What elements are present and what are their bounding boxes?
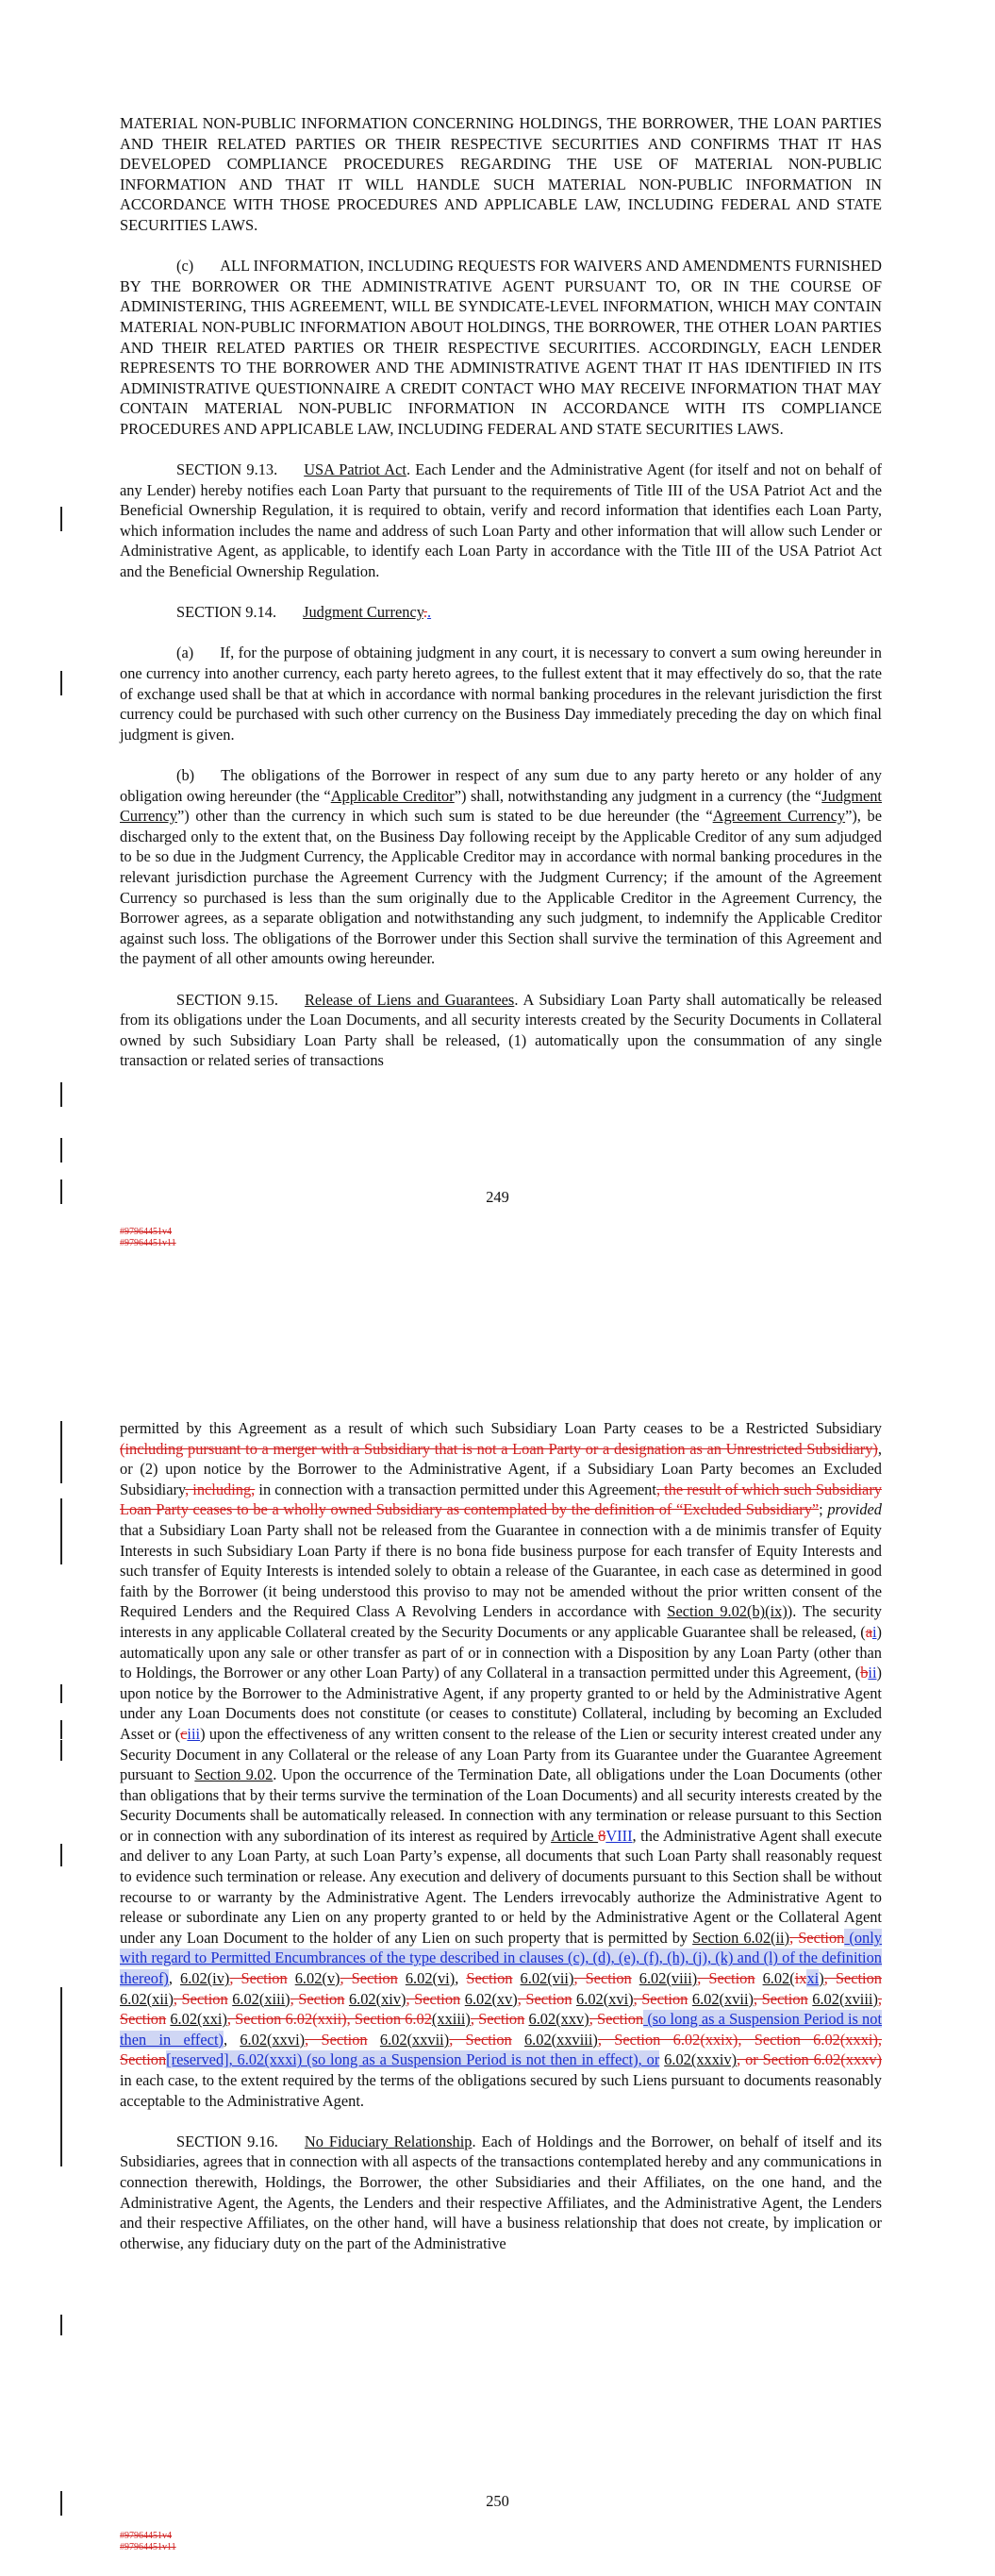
deleted-text: . xyxy=(423,603,427,622)
section-title: Judgment Currency xyxy=(303,603,423,622)
defined-term: Applicable Creditor xyxy=(330,786,455,805)
section-reference: 6.02(xxv) xyxy=(528,2010,589,2029)
change-bar xyxy=(60,1082,62,1107)
deleted-text: , Section xyxy=(753,1989,808,2008)
inserted-text: i xyxy=(871,1622,877,1641)
body-text: , the Administrative Agent shall execute and deliver to any Loan Party, at such Loan Party’s expense, all documents that such Loan Party shall reasonably request to evidence such termination or release. Any execution and delivery of documents pursuant to this Section shall be without recourse to or warranty by the Administrative Agent. The Lenders irrevocably authorize the Administrative Agent to release or subordinate any Lien on any property granted to or held by the Administrative Agent or the Collateral Agent under any Loan Document to the holder of any Lien on such property that is permitted by xyxy=(120,1826,882,1947)
clause-text: ”) shall, notwithstanding any judgment in a currency (the “ xyxy=(454,786,822,805)
inserted-text: iii xyxy=(187,1724,201,1743)
deleted-text: , the result of which such Subsidiary Loan Party ceases to be a wholly owned Subsidiary as contemplated by the definition of “Excluded Subsidiary” xyxy=(120,1480,882,1519)
page-number: 249 xyxy=(486,1188,509,1206)
change-bar xyxy=(60,1987,62,2166)
defined-term: Judgment Currency xyxy=(120,786,882,826)
section-reference: 6.02(v) xyxy=(294,1969,340,1988)
body-text: , xyxy=(455,1969,467,1988)
deleted-text: , Section xyxy=(633,1989,688,2008)
section-reference: 6.02(xxxiv) xyxy=(664,2050,738,2069)
change-bar xyxy=(60,1421,62,1483)
body-text: , or (2) upon notice by the Borrower to the Administrative Agent, if a Subsidiary Loan Party becomes an Excluded Subsidiary xyxy=(120,1439,882,1498)
page-249-body xyxy=(120,113,882,1071)
deleted-text: , Section xyxy=(697,1969,755,1988)
clause-text: ”), be discharged only to the extent that, on the Business Day following receipt by the Applicable Creditor of any sum adjudged to be so due in the Judgment Currency, the Applicable Creditor may in accordance with normal banking procedures in the relevant jurisdiction purchase the Agreement Currency with the Judgment Currency; if the amount of the Agreement Currency so purchased is less than the sum originally due to the Applicable Creditor in the Agreement Currency, the Borrower agrees, as a separate obligation and notwithstanding any such judgment, to indemnify the Applicable Creditor against such loss. The obligations of the Borrower under this Section shall survive the termination of this Agreement and the payment of all other amounts owing hereunder. xyxy=(120,807,882,968)
change-bar xyxy=(60,671,62,695)
deleted-text: , Section xyxy=(449,2030,512,2049)
section-9-15-continued xyxy=(120,1418,882,2111)
section-number: SECTION 9.16. xyxy=(176,2132,278,2150)
inserted-text: ii xyxy=(868,1664,877,1682)
deleted-text: , Section xyxy=(229,1969,288,1988)
section-reference: 6.02(xxvii) xyxy=(379,2030,450,2049)
section-reference: 6.02(xxvi) xyxy=(240,2030,306,2049)
body-text: ) upon the effectiveness of any written consent to the release of the Lien or security interest created under any Security Document in any Collateral or the release of any Loan Party from its Guarantee under the Guarantee Agreement pursuant to xyxy=(120,1724,882,1784)
italic-term: provided xyxy=(827,1500,882,1519)
change-bar xyxy=(60,2315,62,2335)
inserted-text: [reserved], 6.02(xxxi) (so long as a Suspension Period is not then in effect), or xyxy=(166,2050,660,2069)
document-footer xyxy=(120,1227,176,1249)
clause-text: The obligations of the Borrower in respect of any sum due to any party hereto or any holder of any obligation owing hereunder (the “ xyxy=(120,766,882,805)
deleted-text: , Section xyxy=(589,2010,644,2029)
section-title: No Fiduciary Relationship xyxy=(304,2132,473,2150)
section-body: . Each of Holdings and the Borrower, on behalf of itself and its Subsidiaries, agrees that in connection with all aspects of the transactions contemplated hereby and any communications in connection therewith, Holdings, the Borrower, the other Subsidiaries and their Affiliates, on the one hand, and the Administrative Agent, the Agents, the Lenders and their respective Affiliates, and the Administrative Agent, the Lenders and their respective Affiliates, on the other hand, will have a business relationship that does not create, by implication or otherwise, any fiduciary duty on the part of the Administrative xyxy=(120,2132,882,2252)
inserted-text: (only with regard to Permitted Encumbrances of the type described in clauses (c), (d), (e), (f), (h), (j), (k) and (l) of the definition thereof) xyxy=(120,1928,882,1988)
section-reference: 6.02(xvii) xyxy=(691,1989,754,2008)
section-reference: (xxiii) xyxy=(431,2010,471,2029)
deleted-text: , Section xyxy=(406,1989,461,2008)
section-9-16 xyxy=(120,2132,882,2254)
paragraph-c-text: ALL INFORMATION, INCLUDING REQUESTS FOR WAIVERS AND AMENDMENTS FURNISHED BY THE BORROWER OR THE ADMINISTRATIVE AGENT PURSUANT TO, OR IN THE COURSE OF ADMINISTERING, THIS AGREEMENT, WILL BE SYNDICATE-LEVEL INFORMATION, WHICH MAY CONTAIN MATERIAL NON-PUBLIC INFORMATION ABOUT HOLDINGS, THE BORROWER, THE OTHER LOAN PARTIES AND THEIR RELATED PARTIES OR THEIR RESPECTIVE SECURITIES. ACCORDINGLY, EACH LENDER REPRESENTS TO THE BORROWER AND THE ADMINISTRATIVE AGENT THAT IT HAS IDENTIFIED IN ITS ADMINISTRATIVE QUESTIONNAIRE A CREDIT CONTACT WHO MAY RECEIVE INFORMATION THAT MAY CONTAIN MATERIAL NON-PUBLIC INFORMATION IN ACCORDANCE WITH ITS COMPLIANCE PROCEDURES AND APPLICABLE LAW, INCLUDING FEDERAL AND STATE SECURITIES LAWS. xyxy=(120,257,882,438)
footer-doc-id: #97964451v4 xyxy=(120,1227,172,1237)
section-reference: 6.02(xii) xyxy=(120,1989,174,2008)
section-reference: Section 9.02(b)(ix) xyxy=(667,1602,788,1621)
deleted-text: , Section 6.02(xxix), Section 6.02(xxxi), Section xyxy=(120,2030,882,2069)
section-number: SECTION 9.13. xyxy=(176,460,278,479)
deleted-text: , Section xyxy=(340,1969,398,1988)
footer-doc-id: #97964451v11 xyxy=(120,2542,176,2552)
section-title: Release of Liens and Guarantees xyxy=(304,990,515,1009)
clause-label: (c) xyxy=(176,257,194,276)
section-reference: 6.02(xiv) xyxy=(348,1989,406,2008)
section-reference: 6.02(xxi) xyxy=(170,2010,227,2029)
change-bar xyxy=(60,1844,62,1866)
defined-term: Agreement Currency xyxy=(712,807,846,826)
section-9-14-b xyxy=(120,765,882,969)
document-footer xyxy=(120,2531,176,2553)
change-bar xyxy=(60,1684,62,1703)
section-9-14 xyxy=(120,602,882,623)
section-reference: 6.02(vii) xyxy=(520,1969,574,1988)
deleted-text: , or Section 6.02(xxxv) xyxy=(737,2050,882,2069)
deleted-text: , Section xyxy=(823,1969,882,1988)
body-text: ). The security interests in any applicable Collateral created by the Security Documents or any applicable Guarantee shall be released, ( xyxy=(120,1602,882,1641)
intro-paragraph: MATERIAL NON-PUBLIC INFORMATION CONCERNING HOLDINGS, THE BORROWER, THE LOAN PARTIES AND THEIR RELATED PARTIES OR THEIR RESPECTIVE SECURITIES AND CONFIRMS THAT IT HAS DEVELOPED COMPLIANCE PROCEDURES REGARDING THE USE OF MATERIAL NON-PUBLIC INFORMATION AND THAT IT WILL HANDLE SUCH MATERIAL NON-PUBLIC INFORMATION IN ACCORDANCE WITH THOSE PROCEDURES AND APPLICABLE LAW, INCLUDING FEDERAL AND STATE SECURITIES LAWS. xyxy=(120,114,882,234)
deleted-text: c xyxy=(180,1724,188,1743)
clause-label: (a) xyxy=(176,644,194,662)
section-reference: Article xyxy=(551,1826,599,1845)
paragraph-c xyxy=(120,256,882,439)
section-reference: 6.02(xvi) xyxy=(576,1989,634,2008)
deleted-text: Section xyxy=(466,1969,513,1988)
deleted-text: , Section xyxy=(517,1989,572,2008)
footer-doc-id: #97964451v4 xyxy=(120,2531,172,2541)
clause-label: (b) xyxy=(176,766,195,784)
section-number: SECTION 9.15. xyxy=(176,990,278,1009)
body-text: in connection with a transaction permitted under this Agreement xyxy=(255,1480,656,1498)
body-text: , xyxy=(223,2030,240,2049)
section-body: . Each Lender and the Administrative Agent (for itself and not on behalf of any Lender) hereby notifies each Loan Party that pursuant to the requirements of Title III of the USA Patriot Act and the Beneficial Ownership Regulation, it is required to obtain, verify and record information that identifies each Loan Party, which information includes the name and address of such Loan Party and other information that will allow such Lender or Administrative Agent, as applicable, to identify each Loan Party in accordance with the Title III of the USA Patriot Act and the Beneficial Ownership Regulation. xyxy=(120,460,882,581)
section-body: . A Subsidiary Loan Party shall automatically be released from its obligations under the Loan Documents, and all security interests created by the Security Documents in Collateral owned by such Subsidiary Loan Party shall be released, (1) automatically upon the consummation of any single transaction or related series of transactions xyxy=(120,990,882,1070)
inserted-text: (so long as a Suspension Period is not then in effect) xyxy=(120,2010,882,2049)
body-text: ) automatically upon any sale or other transfer as part of or in connection with a Disposition by any Loan Party (other than to Holdings, the Borrower or any other Loan Party) of any Collateral in a transaction permitted under this Agreement, ( xyxy=(120,1622,882,1682)
section-reference: 6.02(viii) xyxy=(638,1969,698,1988)
section-reference: ) xyxy=(819,1969,824,1988)
change-bar xyxy=(60,1720,62,1739)
body-text: . Upon the occurrence of the Termination Date, all obligations under the Loan Documents (other than obligations that by their terms survive the termination of the Loan Documents) and all security interests created by the Security Documents shall be automatically released. In connection with any termination or release pursuant to this Section or in connection with any subordination of its interest as required by xyxy=(120,1765,882,1845)
footer-doc-id: #97964451v11 xyxy=(120,1238,176,1248)
body-text: , xyxy=(168,1969,181,1988)
section-reference: 6.02(xviii) xyxy=(812,1989,878,2008)
change-bar xyxy=(60,1498,62,1564)
inserted-text: . xyxy=(426,603,432,622)
clause-text: ”) other than the currency in which such sum is stated to be due hereunder (the “ xyxy=(177,807,713,826)
section-reference: 6.02( xyxy=(762,1969,795,1988)
deleted-text: , Section xyxy=(120,1989,883,2029)
deleted-text: (including pursuant to a merger with a Subsidiary that is not a Loan Party or a designation as an Unrestricted Subsidiary) xyxy=(120,1439,878,1458)
page-250-body xyxy=(120,1418,882,2253)
section-number: SECTION 9.14. xyxy=(176,603,277,622)
clause-text: If, for the purpose of obtaining judgment in any court, it is necessary to convert a sum owing hereunder in one currency into another currency, each party hereto agrees, to the fullest extent that it may effectively do so, that the rate of exchange used shall be that at which in accordance with normal banking procedures in the relevant jurisdiction the first currency could be purchased with such other currency on the Business Day immediately preceding the day on which final judgment is given. xyxy=(120,644,882,744)
deleted-text: b xyxy=(860,1664,869,1682)
inserted-text: xi xyxy=(806,1969,820,1988)
deleted-text: , Section xyxy=(573,1969,632,1988)
inserted-text: VIII xyxy=(605,1826,633,1845)
section-9-14-a xyxy=(120,643,882,744)
section-reference: 6.02(xiii) xyxy=(232,1989,290,2008)
section-reference: 6.02(iv) xyxy=(180,1969,230,1988)
change-bar xyxy=(60,1138,62,1163)
deleted-text: 8 xyxy=(598,1826,606,1845)
body-text: in each case, to the extent required by the terms of the obligations secured by such Liens pursuant to documents reasonably acceptable to the Administrative Agent. xyxy=(120,2071,882,2110)
deleted-text: a xyxy=(865,1622,872,1641)
deleted-text: , Section xyxy=(290,1989,345,2008)
deleted-text: , Section xyxy=(789,1928,845,1947)
deleted-text: , Section xyxy=(470,2010,525,2029)
change-bar xyxy=(60,507,62,531)
section-reference: 6.02(xxviii) xyxy=(523,2030,598,2049)
section-reference: Section 9.02 xyxy=(194,1765,274,1784)
change-bar xyxy=(60,1740,62,1761)
body-text: permitted by this Agreement as a result of which such Subsidiary Loan Party ceases to be a Restricted Subsidiary xyxy=(120,1419,882,1437)
body-text xyxy=(288,1969,295,1987)
deleted-text: , Section xyxy=(305,2030,368,2049)
body-text xyxy=(398,1969,406,1987)
body-text: that a Subsidiary Loan Party shall not be released from the Guarantee in connection with a de minimis transfer of Equity Interests in such Subsidiary Loan Party if there is no bona fide business purpose for each transfer of Equity Interests and such transfer of Equity Interests is intended solely to obtain a release of the Guarantee, in each case as determined in good faith by the Borrower (it being understood this proviso to may not be amended without the prior written consent of the Required Lenders and the Required Class A Revolving Lenders in accordance with xyxy=(120,1520,882,1621)
section-reference: Section 6.02(ii) xyxy=(692,1928,790,1947)
deleted-text: , including, xyxy=(185,1480,256,1498)
section-9-13 xyxy=(120,460,882,582)
body-text: ) upon notice by the Borrower to the Administrative Agent, if any property granted to or held by the Administrative Agent under any Loan Documents does not constitute (or ceases to constitute) Collateral, including by becoming an Excluded Asset or ( xyxy=(120,1664,882,1743)
section-reference: 6.02(xv) xyxy=(464,1989,518,2008)
section-reference: 6.02(vi) xyxy=(405,1969,456,1988)
section-9-15 xyxy=(120,990,882,1071)
page-number: 250 xyxy=(486,2492,509,2510)
deleted-text: , Section 6.02(xxii), Section 6.02 xyxy=(226,2010,432,2029)
body-text: ; xyxy=(819,1500,828,1519)
deleted-text: ix xyxy=(794,1969,807,1988)
section-title: USA Patriot Act xyxy=(304,460,406,479)
deleted-text: , Section xyxy=(173,1989,228,2008)
